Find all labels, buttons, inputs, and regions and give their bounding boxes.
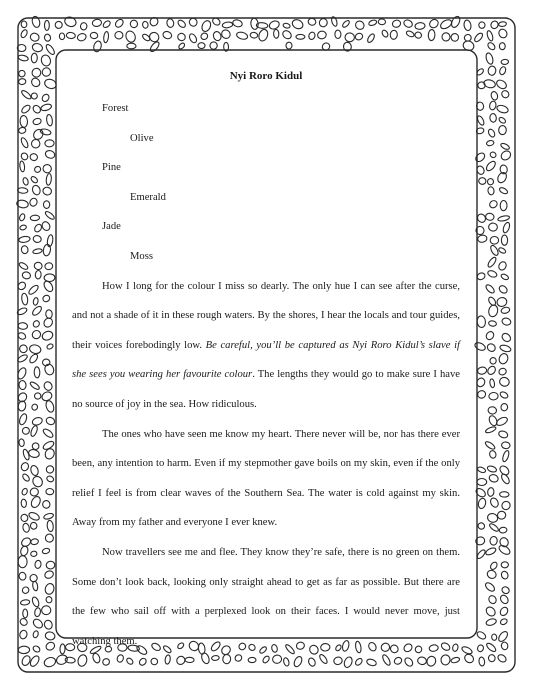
text-run: The ones who have seen me know my heart. There never will be, nor has there ever been, any intention to harm. Even if my stepmother gave boils on my skin, even if the only relief I feel is from clear waves of the Southern Sea. The water is cold against my skin. Away from my father and everyone I ever knew. (72, 428, 460, 529)
poem-line: Pine (102, 162, 121, 174)
text-run: How I long for the colour I miss so dearly. The only hue I can see after the curse, and not a shade of it in these rough waters. By the shores, I hear the locals and tour guides, their voices forebodingly low. (72, 280, 460, 351)
document-body (72, 66, 460, 656)
text-run: Now travellers see me and flee. They know they’re safe, there is no green on them. Some don’t look back, looking only straight ahead to get as far as possible. But there are the few who sail off with a perplexed look on their faces. I would never move, just watching them. (72, 546, 460, 647)
paragraph (72, 420, 460, 538)
italic-quote: Be careful, you’ll be captured as Nyi Roro Kidul’s slave if she sees you wearing her favourite colour (72, 339, 460, 381)
poem-line: Moss (130, 250, 153, 262)
poem-line: Olive (130, 132, 154, 144)
document-title: Nyi Roro Kidul (229, 70, 303, 82)
poem-line: Jade (102, 221, 121, 233)
poem-block (72, 94, 460, 272)
poem-line: Forest (102, 103, 129, 114)
poem-line: Emerald (130, 191, 166, 203)
paragraph (72, 538, 460, 656)
prose-block (72, 272, 460, 657)
paragraph (72, 272, 460, 420)
text-run: . The lengths they would go to make sure I have no source of joy in the sea. How ridiculous. (72, 369, 460, 410)
